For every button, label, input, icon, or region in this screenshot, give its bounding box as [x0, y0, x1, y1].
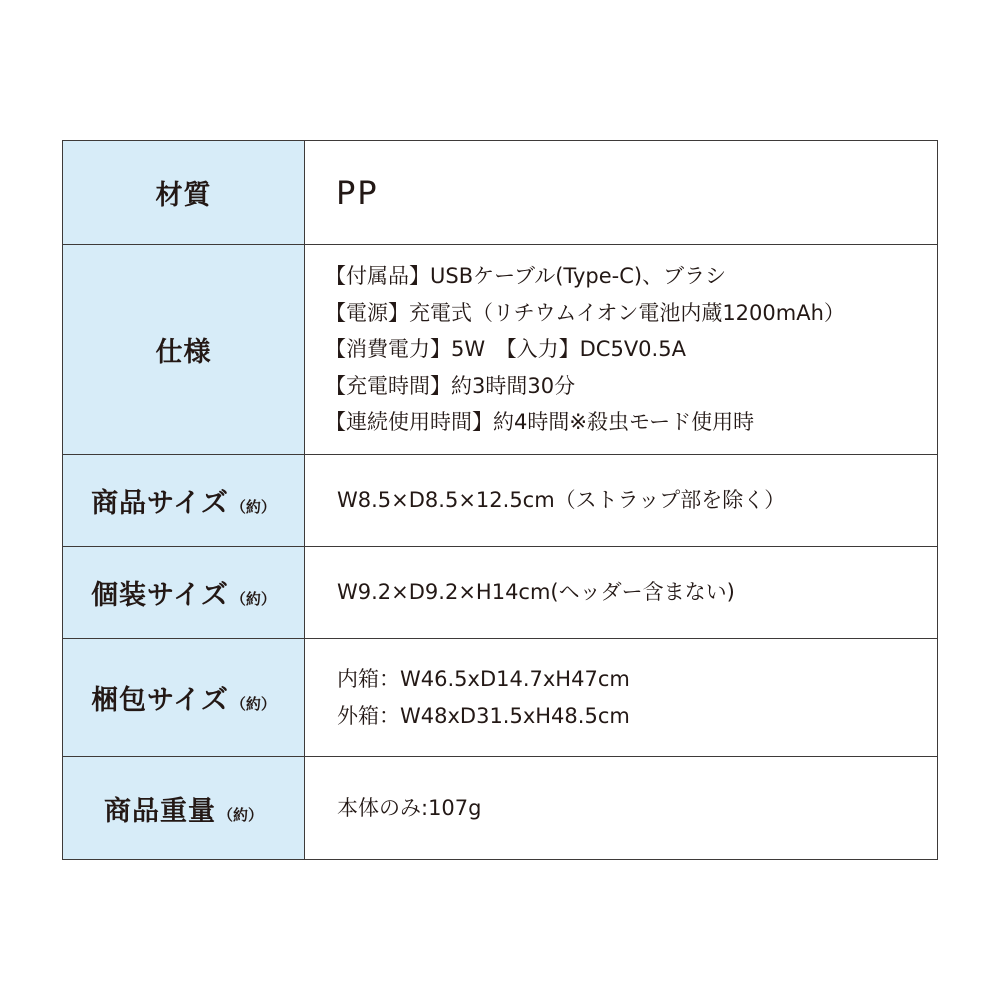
spec-value-cell [305, 245, 938, 455]
product-size-value-cell [305, 455, 938, 547]
table-row-package-size [63, 547, 938, 639]
material-value-cell [305, 141, 938, 245]
package-size-label-cell [63, 547, 305, 639]
table-row-material [63, 141, 938, 245]
material-label-cell [63, 141, 305, 245]
table-row-product-size [63, 455, 938, 547]
carton-size-note: （約） [230, 695, 276, 713]
spec-label: 仕様 [155, 337, 212, 368]
carton-size-value-cell [305, 639, 938, 757]
product-size-note: （約） [230, 498, 276, 516]
table-row-carton-size [63, 639, 938, 757]
carton-size-label-cell [63, 639, 305, 757]
spec-line-continuous-use: 【連続使用時間】約4時間※殺虫モード使用時 [325, 410, 755, 435]
weight-label: 商品重量 [103, 795, 216, 827]
product-size-label-cell [63, 455, 305, 547]
material-label: 材質 [155, 180, 212, 211]
product-size-value: W8.5×D8.5×12.5cm（ストラップ部を除く） [337, 488, 786, 513]
package-size-value: W9.2×D9.2×H14cm(ヘッダー含まない) [337, 580, 735, 605]
table-row-weight [63, 757, 938, 860]
package-size-note: （約） [230, 590, 276, 608]
carton-inner-box: 内箱：W46.5xD14.7xH47cm [337, 667, 630, 691]
weight-value: 本体のみ:107g [337, 795, 482, 820]
carton-size-label: 梱包サイズ [91, 685, 229, 716]
spec-line-power-source: 【電源】充電式（リチウムイオン電池内蔵1200mAh） [325, 300, 845, 325]
carton-outer-box: 外箱：W48xD31.5xH48.5cm [337, 703, 630, 728]
spec-table [62, 140, 938, 860]
spec-line-charge-time: 【充電時間】約3時間30分 [325, 373, 576, 398]
weight-note: （約） [217, 805, 263, 824]
package-size-label: 個装サイズ [91, 580, 229, 611]
weight-label-cell [63, 757, 305, 860]
spec-line-accessories: 【付属品】USBケーブル(Type-C)、ブラシ [325, 264, 727, 289]
package-size-value-cell [305, 547, 938, 639]
spec-line-consumption: 【消費電力】5W 【入力】DC5V0.5A [325, 337, 686, 362]
spec-label-cell [63, 245, 305, 455]
material-value: PP [336, 173, 379, 212]
table-row-spec [63, 245, 938, 455]
weight-value-cell [305, 757, 938, 860]
product-size-label: 商品サイズ [91, 488, 229, 519]
